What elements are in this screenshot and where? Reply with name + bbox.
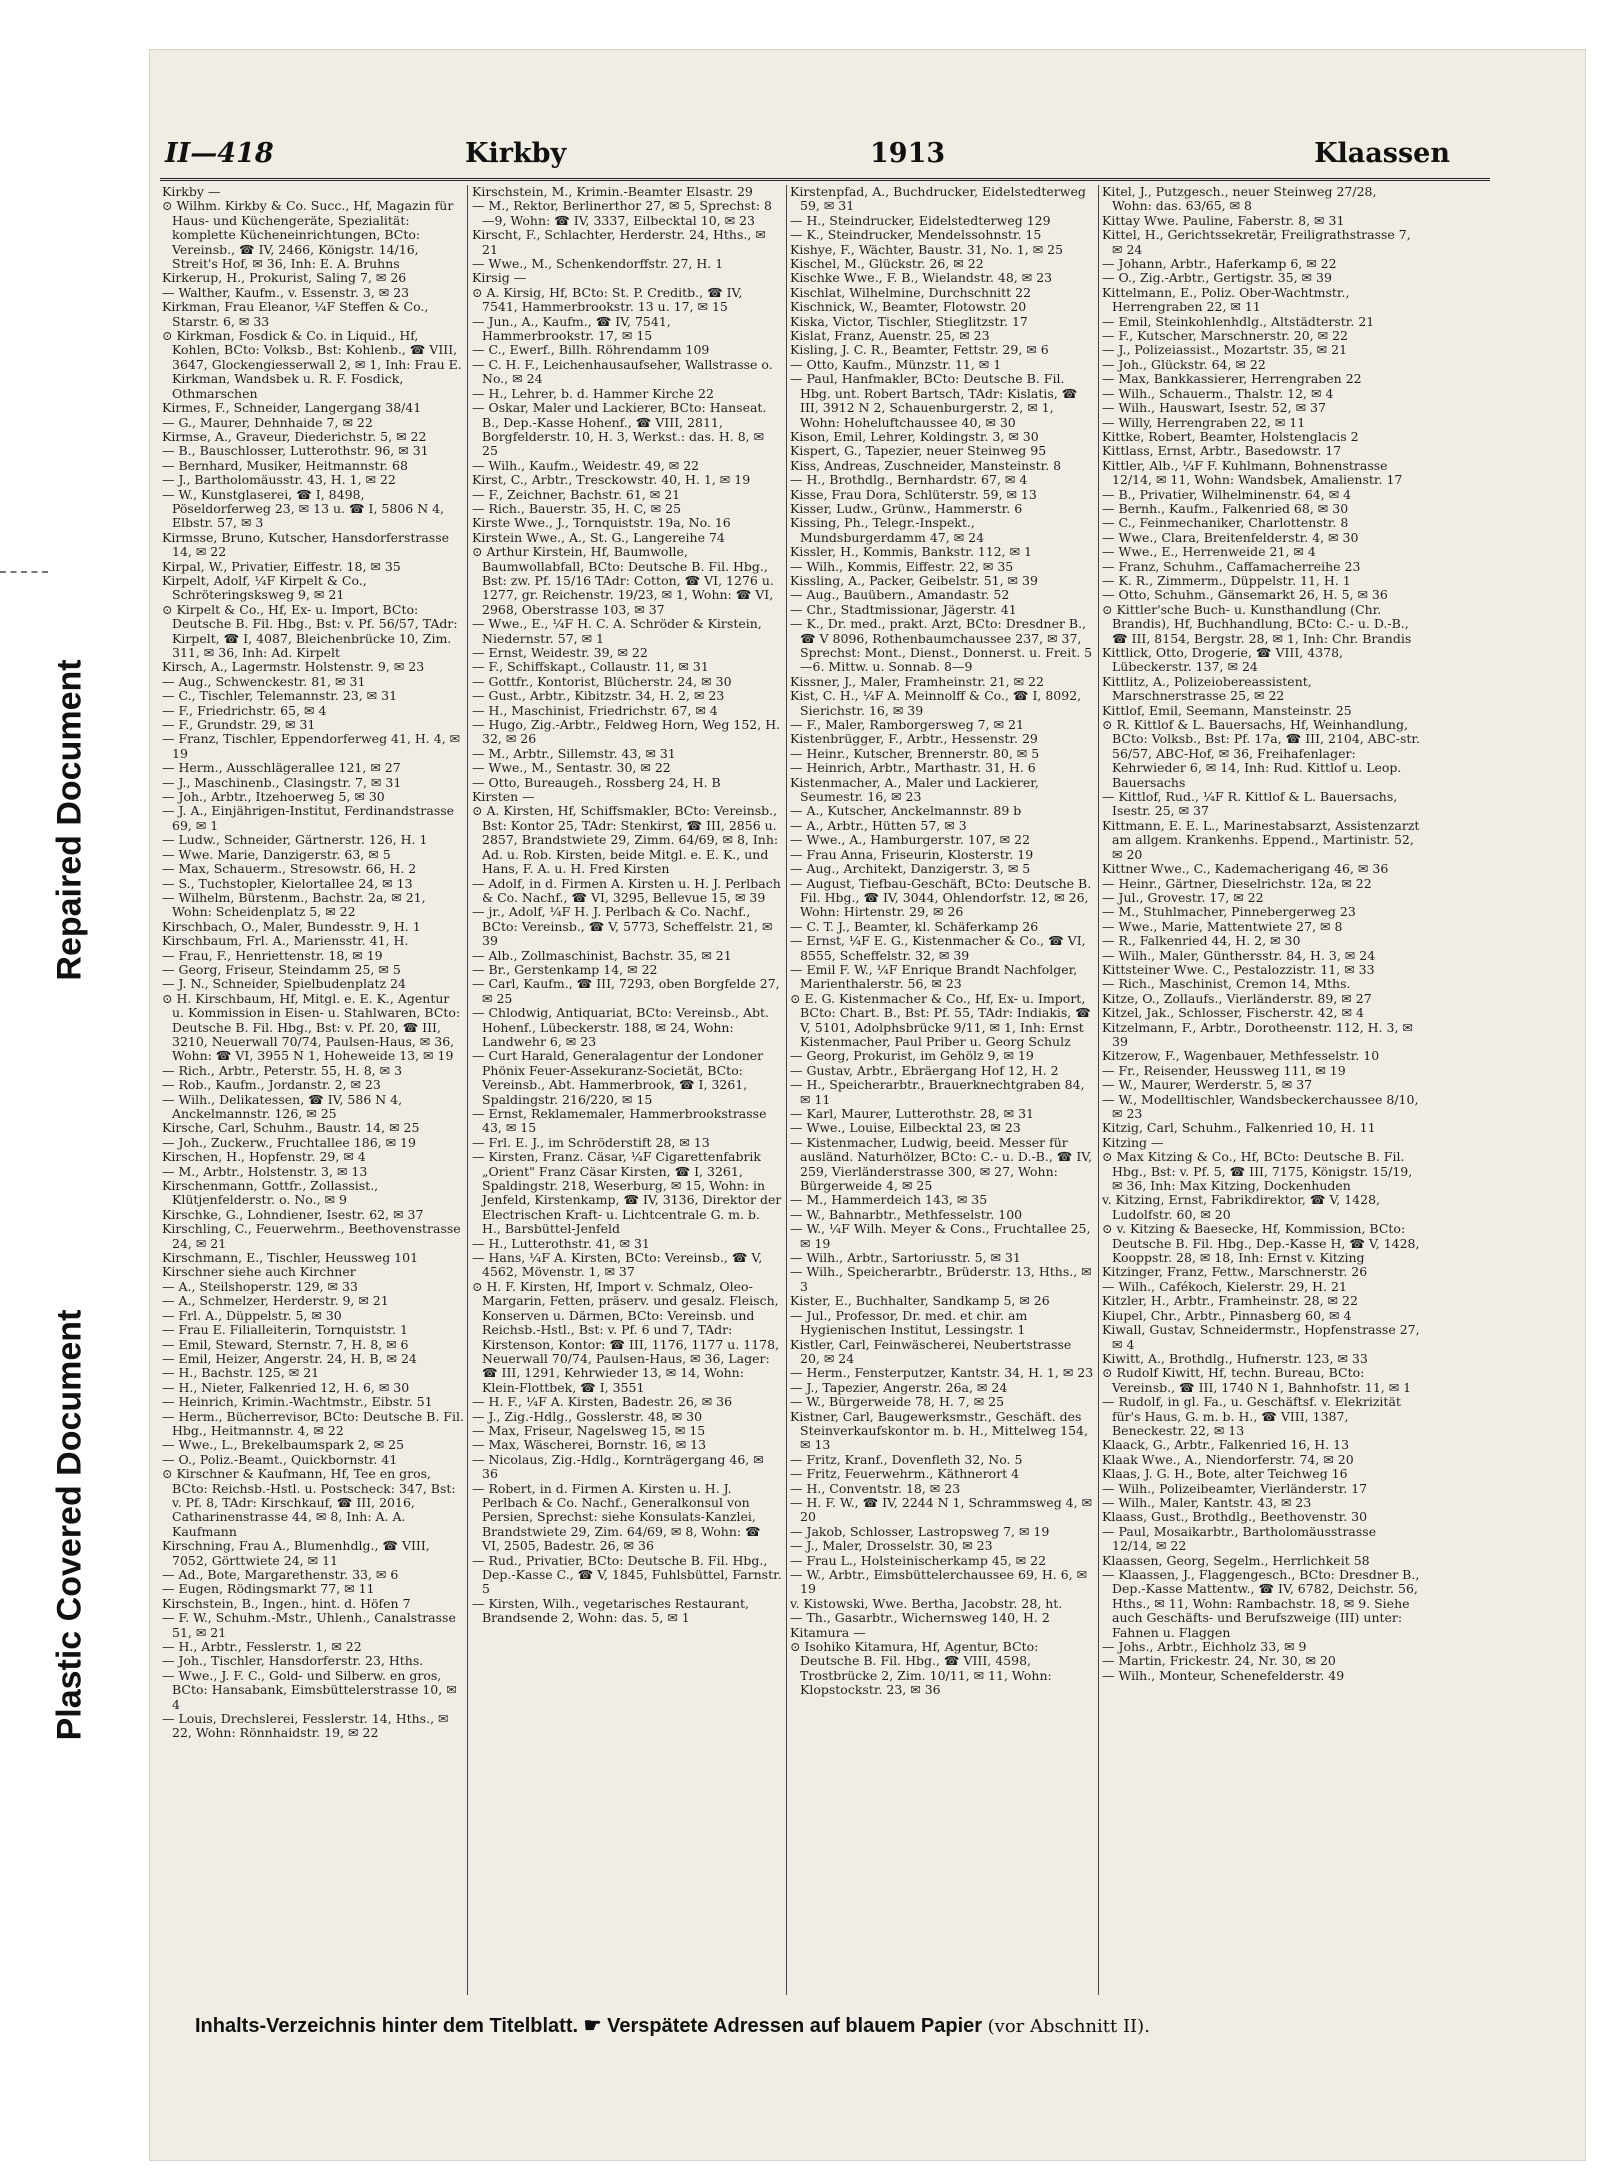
directory-entry: — Ernst, Reklamemaler, Hammerbrookstrasse 43, ✉ 15 [472,1106,767,1136]
directory-entry: — Kittlof, Rud., ¼F R. Kittlof & L. Bauersachs, Isestr. 25, ✉ 37 [1102,789,1398,819]
directory-entry: Kittsteiner Wwe. C., Pestalozzistr. 11, ✉ 33 [1102,961,1375,977]
directory-entry: ⊙ Wilhm. Kirkby & Co. Succ., Hf, Magazin für Haus- und Küchengeräte, Spezialität: komplette Kücheneinrichtungen, BCto: Vereinsb., ☎ IV, 2466, Königstr. 14/16, Streit's Hof, ✉ 36, Inh: E. A. Bruhns [162,198,454,272]
directory-entry: — H., Lehrer, b. d. Hammer Kirche 22 [472,385,714,401]
dashed-margin-line [0,571,48,573]
directory-entry: Kirste Wwe., J., Tornquiststr. 19a, No. 16 [472,515,731,531]
directory-entry: — Chr., Stadtmissionar, Jägerstr. 41 [790,601,1017,617]
directory-entry: — B., Privatier, Wilhelminenstr. 64, ✉ 4 [1102,486,1352,502]
directory-entry: Kirsten — [472,789,535,805]
directory-entry: — H., Conventstr. 18, ✉ 23 [790,1480,961,1496]
directory-entry: v. Kitzing, Ernst, Fabrikdirektor, ☎ V, 1428, Ludolfstr. 60, ✉ 20 [1102,1192,1380,1222]
directory-entry: — Wwe., L., Brekelbaumspark 2, ✉ 25 [162,1437,405,1453]
directory-entry: Kirschmann, E., Tischler, Heussweg 101 [162,1250,419,1266]
directory-entry: — Max, Bankkassierer, Herrengraben 22 [1102,371,1362,387]
directory-column-2 [472,185,782,2005]
directory-entry: — W., Modelltischler, Wandsbeckerchaussee 8/10, ✉ 23 [1102,1091,1419,1121]
directory-entry: Kischel, M., Glückstr. 26, ✉ 22 [790,256,984,272]
directory-entry: — J., Zig.-Hdlg., Gosslerstr. 48, ✉ 30 [472,1408,703,1424]
directory-entry: — W., Arbtr., Eimsbüttelerchaussee 69, H. 6, ✉ 19 [790,1567,1088,1597]
directory-entry: — Frau, F., Henriettenstr. 18, ✉ 19 [162,947,383,963]
directory-entry: — Nicolaus, Zig.-Hdlg., Kornträgergang 46, ✉ 36 [472,1451,764,1482]
directory-entry: — Paul, Hanfmakler, BCto: Deutsche B. Fil. Hbg. unt. Robert Bartsch, TAdr: Kislatis, ☎ III, 3912 N 2, Schauenburgerstr. 2, ✉ 1, Wohn: Hoheluftchaussee 40, ✉ 30 [790,371,1078,430]
directory-entry: Kirmsse, Bruno, Kutscher, Hansdorferstrasse 14, ✉ 22 [162,529,450,560]
directory-entry: Klaas, J. G. H., Bote, alter Teichweg 16 [1102,1466,1348,1482]
directory-entry: Kirkman, Frau Eleanor, ¼F Steffen & Co., Starstr. 6, ✉ 33 [162,299,429,329]
directory-entry: — F., Grundstr. 29, ✉ 31 [162,717,316,733]
directory-entry: Klaack, G., Arbtr., Falkenried 16, H. 13 [1102,1437,1350,1453]
directory-entry: — Klaassen, J., Flaggengesch., BCto: Dresdner B., Dep.-Kasse Mattentw., ☎ IV, 6782, Deichstr. 56, Hths., ✉ 11, Wohn: Rambachstr. 18, ✉ 9. Siehe auch Geschäfts- und Berufszweige (III) unter: Fahnen u. Flaggen [1102,1567,1420,1640]
directory-entry: — H., Speicherarbtr., Brauerknechtgraben 84, ✉ 11 [790,1077,1085,1107]
directory-entry: Kison, Emil, Lehrer, Koldingstr. 3, ✉ 30 [790,428,1039,444]
directory-entry: — Max, Wäscherei, Bornstr. 16, ✉ 13 [472,1437,707,1453]
directory-entry: — Max, Schauerm., Stresowstr. 66, H. 2 [162,861,417,877]
directory-column-3 [790,185,1095,2005]
directory-entry: — Herm., Ausschlägerallee 121, ✉ 27 [162,760,401,776]
directory-entry: — Wwe., M., Sentastr. 30, ✉ 22 [472,760,671,776]
directory-entry: — Bernhard, Musiker, Heitmannstr. 68 [162,457,408,473]
directory-entry: — J. A., Einjährigen-Institut, Ferdinandstrasse 69, ✉ 1 [162,803,455,833]
directory-entry: — H., Steindrucker, Eidelstedterweg 129 [790,212,1051,228]
directory-entry: — Wilh., Kaufm., Weidestr. 49, ✉ 22 [472,457,700,473]
directory-entry: — Frau L., Holsteinischerkamp 45, ✉ 22 [790,1552,1047,1568]
directory-entry: — F., Friedrichstr. 65, ✉ 4 [162,702,327,718]
directory-entry: Kirschstein, M., Krimin.-Beamter Elsastr. 29 [472,185,753,199]
directory-entry: ⊙ A. Kirsten, Hf, Schiffsmakler, BCto: Vereinsb., Bst: Kontor 25, TAdr: Stenkirst, ☎ III, 2856 u. 2857, Brandstwiete 29, Zimm. 64/69, ✉ 8, Inh: Ad. u. Rob. Kirsten, beide Mitgl. e. E. K., und Hans, F. A. u. H. Fred Kirsten [472,803,779,877]
directory-entry: ⊙ Kirkman, Fosdick & Co. in Liquid., Hf, Kohlen, BCto: Volksb., Bst: Kohlenb., ☎ VIII, 3647, Glockengiesserwall 2, ✉ 1, Inh: Frau E. Kirkman, Wandsbek u. R. F. Fosdick, Othmarschen [162,328,462,401]
directory-entry: Kiwitt, A., Brothdlg., Hufnerstr. 123, ✉ 33 [1102,1350,1368,1366]
directory-entry: — Frl. E. J., im Schröderstift 28, ✉ 13 [472,1134,710,1150]
directory-entry: — Emil, Heizer, Angerstr. 24, H. B, ✉ 24 [162,1350,417,1366]
directory-entry: Kirschbach, O., Maler, Bundesstr. 9, H. 1 [162,918,421,934]
directory-entry: — A., Steilshoperstr. 129, ✉ 33 [162,1278,358,1294]
directory-entry: — Rud., Privatier, BCto: Deutsche B. Fil. Hbg., Dep.-Kasse C., ☎ V, 1845, Fuhlsbüttel, Farnstr. 5 [472,1552,782,1597]
directory-entry: — C. T. J., Beamter, kl. Schäferkamp 26 [790,918,1039,934]
directory-entry: — Ad., Bote, Margarethenstr. 33, ✉ 6 [162,1567,399,1582]
directory-entry: — Hans, ¼F A. Kirsten, BCto: Vereinsb., ☎ V, 4562, Mövenstr. 1, ✉ 37 [472,1250,763,1280]
directory-entry: — Wilh., Hauswart, Isestr. 52, ✉ 37 [1102,400,1326,416]
directory-entry: — Chlodwig, Antiquariat, BCto: Vereinsb., Abt. Hohenf., Lübeckerstr. 188, ✉ 24, Wohn: Landwehr 6, ✉ 23 [472,1005,770,1049]
directory-entry: Kirsche, Carl, Schuhm., Baustr. 14, ✉ 25 [162,1120,420,1136]
directory-entry: — Emil F. W., ¼F Enrique Brandt Nachfolger, Marienthalerstr. 56, ✉ 23 [790,961,1078,992]
directory-entry: Klaass, Gust., Brothdlg., Beethovenstr. 30 [1102,1509,1368,1525]
directory-entry: — Th., Gasarbtr., Wichernsweg 140, H. 2 [790,1610,1050,1626]
directory-entry: — Kirsten, Franz. Cäsar, ¼F Cigarettenfabrik „Orient" Franz Cäsar Kirsten, ☎ I, 3261, Spaldingstr. 218, Weserburg, ✉ 15, Wohn: in Jenfeld, Kirstenkamp, ☎ IV, 3136, Direktor der Electrischen Kraft- u. Lichtcentrale G. m. b. H., Barsbüttel-Jenfeld [472,1149,782,1237]
directory-entry: — Emil, Steinkohlenhdlg., Altstädterstr. 21 [1102,313,1375,329]
directory-column-1 [162,185,464,2005]
directory-entry: — J., Tapezier, Angerstr. 26a, ✉ 24 [790,1379,1008,1395]
directory-entry: — K., Steindrucker, Mendelssohnstr. 15 [790,227,1042,243]
column-divider [786,185,787,1995]
directory-entry: — Walther, Kaufm., v. Essenstr. 3, ✉ 23 [162,284,410,300]
directory-entry: Kittlof, Emil, Seemann, Mansteinstr. 25 [1102,702,1352,718]
directory-entry: — H., Bachstr. 125, ✉ 21 [162,1365,320,1381]
directory-entry: Kislat, Franz, Auenstr. 25, ✉ 23 [790,328,990,344]
directory-entry: — O., Poliz.-Beamt., Quickbornstr. 41 [162,1451,398,1467]
directory-entry: Kirpal, W., Privatier, Eiffestr. 18, ✉ 35 [162,558,401,574]
directory-entry: — F. W., Schuhm.-Mstr., Uhlenh., Canalstrasse 51, ✉ 21 [162,1610,456,1640]
directory-entry: Kiska, Victor, Tischler, Stieglitzstr. 17 [790,313,1028,329]
directory-entry: — J., Bartholomäusstr. 43, H. 1, ✉ 22 [162,472,396,488]
directory-entry: — Adolf, in d. Firmen A. Kirsten u. H. J. Perlbach & Co. Nachf., ☎ VI, 3295, Bellevue 15, ✉ 39 [472,875,781,905]
directory-entry: — A., Kutscher, Anckelmannstr. 89 b [790,803,1022,819]
directory-entry: — Curt Harald, Generalagentur der Londoner Phönix Feuer-Assekuranz-Societät, BCto: Vereinsb., Abt. Hammerbrook, ☎ I, 3261, Spaldingstr. 216/220, ✉ 15 [472,1048,764,1107]
directory-entry: Kisling, J. C. R., Beamter, Fettstr. 29, ✉ 6 [790,342,1049,358]
directory-entry: — Karl, Maurer, Lutterothstr. 28, ✉ 31 [790,1106,1034,1121]
directory-entry: — C. H. F., Leichenhausaufseher, Wallstrasse o. No., ✉ 24 [472,356,773,387]
directory-entry: Kirsch, A., Lagermstr. Holstenstr. 9, ✉ 23 [162,659,425,675]
directory-entry: Kirschstein, B., Ingen., hint. d. Höfen 7 [162,1595,411,1611]
directory-entry: Kittner Wwe., C., Kademacherigang 46, ✉ 36 [1102,861,1389,877]
directory-entry: — Rob., Kaufm., Jordanstr. 2, ✉ 23 [162,1077,381,1093]
directory-entry: Kissner, J., Maler, Framheinstr. 21, ✉ 22 [790,673,1044,689]
directory-entry: — Jul., Grovestr. 17, ✉ 22 [1102,889,1264,905]
directory-entry: — Rich., Bauerstr. 35, H. C, ✉ 25 [472,500,682,516]
directory-entry: — Gottfr., Kontorist, Blücherstr. 24, ✉ 30 [472,673,732,689]
directory-entry: — C., Ewerf., Billh. Röhrendamm 109 [472,342,710,358]
directory-entry: — M., Hammerdeich 143, ✉ 35 [790,1192,988,1208]
directory-entry: — F., Zeichner, Bachstr. 61, ✉ 21 [472,486,681,502]
directory-entry: — Johs., Arbtr., Eichholz 33, ✉ 9 [1102,1639,1307,1655]
directory-entry: Kistenmacher, A., Maler und Lackierer, Seumestr. 16, ✉ 23 [790,774,1039,805]
directory-entry: Klaassen, Georg, Segelm., Herrlichkeit 58 [1102,1552,1370,1568]
directory-entry: — W., Kunstglaserei, ☎ I, 8498, Pöseldorferweg 23, ✉ 13 u. ☎ I, 5806 N 4, Elbstr. 57, ✉ 3 [162,486,445,531]
directory-entry: Kishye, F., Wächter, Baustr. 31, No. 1, ✉ 25 [790,241,1064,257]
directory-entry: ⊙ Kirpelt & Co., Hf, Ex- u. Import, BCto: Deutsche B. Fil. Hbg., Bst: v. Pf. 56/57, TAdr: Kirpelt, ☎ I, 4087, Bleichenbrücke 10, Zim. 311, ✉ 36, Inh: Ad. Kirpelt [162,601,458,660]
directory-entry: — Frau Anna, Friseurin, Klosterstr. 19 [790,846,1034,862]
directory-entry: — K. R., Zimmerm., Düppelstr. 11, H. 1 [1102,572,1351,588]
directory-entry: Kisse, Frau Dora, Schlüterstr. 59, ✉ 13 [790,486,1037,502]
directory-entry: Kirschenmann, Gottfr., Zollassist., Klütjenfelderstr. o. No., ✉ 9 [162,1178,379,1208]
directory-entry: — C., Tischler, Telemannstr. 23, ✉ 31 [162,688,398,704]
directory-entry: Kitze, O., Zollaufs., Vierländerstr. 89, ✉ 27 [1102,990,1372,1006]
directory-entry: Kirschbaum, Frl. A., Mariensstr. 41, H. [162,933,409,949]
directory-entry: Kirsig — [472,270,527,286]
directory-entry: — F., Kutscher, Marschnerstr. 20, ✉ 22 [1102,328,1348,344]
directory-entry: Kisser, Ludw., Grünw., Hammerstr. 6 [790,500,1023,516]
directory-entry: — Wilh., Kommis, Eiffestr. 22, ✉ 35 [790,558,1014,574]
directory-entry: Kirst, C., Arbtr., Tresckowstr. 40, H. 1, ✉ 19 [472,472,751,488]
directory-entry: — Otto, Kaufm., Münzstr. 11, ✉ 1 [790,356,1002,372]
directory-entry: — Gust., Arbtr., Kibitzstr. 34, H. 2, ✉ 23 [472,688,725,704]
directory-entry: Kirschen, H., Hopfenstr. 29, ✉ 4 [162,1149,366,1165]
directory-entry: — H., Brothdlg., Bernhardstr. 67, ✉ 4 [790,472,1028,488]
directory-entry: Kischnick, W., Beamter, Flotowstr. 20 [790,299,1027,315]
scan-margin [0,0,140,2177]
directory-entry: — O., Zig.-Arbtr., Gertigstr. 35, ✉ 39 [1102,270,1332,286]
directory-entry: Kirscht, F., Schlachter, Herderstr. 24, Hths., ✉ 21 [472,227,766,257]
directory-entry: — H., Maschinist, Friedrichstr. 67, ✉ 4 [472,702,718,718]
directory-entry: Kirstein Wwe., A., St. G., Langereihe 74 [472,529,725,545]
directory-entry: ⊙ v. Kitzing & Baesecke, Hf, Kommission, BCto: Deutsche B. Fil. Hbg., Dep.-Kasse H, ☎ V, 1428, Kooppstr. 28, ✉ 18, Inh: Ernst v. Kitzing [1102,1221,1420,1266]
directory-entry: — Martin, Frickestr. 24, Nr. 30, ✉ 20 [1102,1653,1336,1669]
column-divider [1098,185,1099,1995]
directory-entry: — Br., Gerstenkamp 14, ✉ 22 [472,961,658,977]
directory-entry: Kitzel, Jak., Schlosser, Fischerstr. 42, ✉ 4 [1102,1005,1364,1021]
directory-entry: — Franz, Schuhm., Caffamacherreihe 23 [1102,558,1361,574]
directory-entry: — Franz, Tischler, Eppendorferweg 41, H. 4, ✉ 19 [162,731,461,761]
directory-entry: — Willy, Herrengraben 22, ✉ 11 [1102,414,1306,430]
directory-entry: — Fritz, Kranf., Dovenfleth 32, No. 5 [790,1451,1023,1467]
directory-entry: — Otto, Schuhm., Gänsemarkt 26, H. 5, ✉ 36 [1102,587,1388,603]
directory-entry: Klaak Wwe., A., Niendorferstr. 74, ✉ 20 [1102,1451,1354,1467]
directory-entry: — Kistenmacher, Ludwig, beeid. Messer für ausländ. Naturhölzer, BCto: C.- u. D.-B., ☎ IV, 259, Vierländerstrasse 300, ✉ 27, Wohn: Bürgerweide 4, ✉ 25 [790,1134,1093,1194]
directory-entry: — Wilh., Monteur, Schenefelderstr. 49 [1102,1667,1345,1683]
directory-entry: Kitzerow, F., Wagenbauer, Methfesselstr. 10 [1102,1048,1380,1064]
directory-entry: — F., Schiffskapt., Collaustr. 11, ✉ 31 [472,659,709,675]
directory-entry: Kittlick, Otto, Drogerie, ☎ VIII, 4378, Lübeckerstr. 137, ✉ 24 [1102,645,1344,675]
directory-entry: Kitzing — [1102,1134,1164,1150]
directory-entry: Kister, E., Buchhalter, Sandkamp 5, ✉ 26 [790,1293,1050,1309]
directory-entry: — Wwe., A., Hamburgerstr. 107, ✉ 22 [790,832,1031,848]
directory-entry: — M., Rektor, Berlinerthor 27, ✉ 5, Sprechst: 8—9, Wohn: ☎ IV, 3337, Eilbecktal 10, ✉ 23 [472,198,772,228]
directory-entry: Kischke Wwe., F. B., Wielandstr. 48, ✉ 23 [790,270,1053,286]
directory-entry: — Ernst, Weidestr. 39, ✉ 22 [472,645,648,660]
directory-entry: Kirkby — [162,185,221,199]
directory-entry: Kirschner siehe auch Kirchner [162,1264,356,1280]
directory-entry: — Ludw., Schneider, Gärtnerstr. 126, H. 1 [162,832,428,848]
directory-entry: Kittlass, Ernst, Arbtr., Basedowstr. 17 [1102,443,1342,459]
directory-entry: — Fr., Reisender, Heussweg 111, ✉ 19 [1102,1062,1346,1078]
directory-entry: Kitzig, Carl, Schuhm., Falkenried 10, H. 11 [1102,1120,1376,1136]
directory-entry: — R., Falkenried 44, H. 2, ✉ 30 [1102,933,1301,949]
directory-entry: — Rich., Maschinist, Cremon 14, Mths. [1102,976,1351,992]
directory-entry: — Otto, Bureaugeh., Rossberg 24, H. B [472,774,721,790]
directory-entry: — S., Tuchstopler, Kielortallee 24, ✉ 13 [162,875,413,891]
directory-entry: Kittay Wwe. Pauline, Faberstr. 8, ✉ 31 [1102,212,1345,228]
directory-entry: Kissling, A., Packer, Geibelstr. 51, ✉ 39 [790,572,1038,588]
directory-entry: — Robert, in d. Firmen A. Kirsten u. H. J. Perlbach & Co. Nachf., Generalkonsul von Persien, Sprechst: siehe Konsulats-Kanzlei, Brandstwiete 29, Zim. 64/69, ✉ 8, Wohn: ☎ VI, 2505, Badestr. 26, ✉ 36 [472,1480,761,1554]
directory-entry: — Aug., Schwenckestr. 81, ✉ 31 [162,673,366,689]
directory-entry: — H. F., ¼F A. Kirsten, Badestr. 26, ✉ 36 [472,1394,733,1410]
directory-entry: — W., Maurer, Werderstr. 5, ✉ 37 [1102,1077,1313,1093]
directory-entry: — Johann, Arbtr., Haferkamp 6, ✉ 22 [1102,256,1337,272]
directory-entry: — Wwe., Louise, Eilbecktal 23, ✉ 23 [790,1120,1021,1136]
directory-entry: — C., Feinmechaniker, Charlottenstr. 8 [1102,515,1349,531]
directory-entry: — H. F. W., ☎ IV, 2244 N 1, Schrammsweg 4, ✉ 20 [790,1494,1093,1525]
directory-entry: — Wwe. Marie, Danzigerstr. 63, ✉ 5 [162,846,391,862]
directory-entry: ⊙ Rudolf Kiwitt, Hf, techn. Bureau, BCto: Vereinsb., ☎ III, 1740 N 1, Bahnhofstr. 11, ✉ 1 [1102,1365,1412,1395]
directory-entry: — Frau E. Filialleiterin, Tornquiststr. 1 [162,1322,408,1338]
directory-entry: — Wilh., Cafékoch, Kielerstr. 29, H. 21 [1102,1278,1347,1294]
directory-entry: Kittler, Alb., ¼F F. Kuhlmann, Bohnenstrasse 12/14, ✉ 11, Wohn: Wandsbek, Amalienstr. 17 [1102,457,1403,488]
header-rule [160,178,1490,181]
directory-entry: Kittke, Robert, Beamter, Holstenglacis 2 [1102,428,1359,444]
directory-entry: — Heinr., Gärtner, Dieselrichstr. 12a, ✉ 22 [1102,875,1372,891]
directory-entry: — H., Lutterothstr. 41, ✉ 31 [472,1235,650,1251]
directory-entry: — Aug., Architekt, Danzigerstr. 3, ✉ 5 [790,861,1031,877]
directory-entry: Kiwall, Gustav, Schneidermstr., Hopfenstrasse 27, ✉ 4 [1102,1322,1420,1352]
directory-entry: Kischlat, Wilhelmine, Durchschnitt 22 [790,284,1032,300]
directory-entry: — M., Arbtr., Holstenstr. 3, ✉ 13 [162,1163,368,1179]
directory-entry: — Wwe., E., ¼F H. C. A. Schröder & Kirstein, Niedernstr. 57, ✉ 1 [472,616,762,646]
directory-entry: — Joh., Zuckerw., Fruchtallee 186, ✉ 19 [162,1134,416,1150]
footer-note: Inhalts-Verzeichnis hinter dem Titelblatt. ☛ Verspätete Adressen auf blauem Papier [195,2015,983,2037]
footer-subnote: (vor Abschnitt II). [987,2016,1150,2037]
directory-entry: Kittel, H., Gerichtssekretär, Freiligrathstrasse 7, ✉ 24 [1102,227,1411,257]
directory-entry: — G., Maurer, Dehnhaide 7, ✉ 22 [162,414,373,430]
directory-entry: — Wwe., J. F. C., Gold- und Silberw. en gros, BCto: Hansabank, Eimsbüttelerstrasse 10, ✉ 4 [162,1667,457,1712]
directory-entry: — J., Maschinenb., Clasingstr. 7, ✉ 31 [162,774,402,790]
directory-entry: — Joh., Glückstr. 64, ✉ 22 [1102,356,1266,372]
directory-entry: — A., Arbtr., Hütten 57, ✉ 3 [790,817,967,833]
directory-entry: — Wwe., Marie, Mattentwiete 27, ✉ 8 [1102,918,1343,934]
directory-entry: — Carl, Kaufm., ☎ III, 7293, oben Borgfelde 27, ✉ 25 [472,976,780,1006]
directory-entry: — Jun., A., Kaufm., ☎ IV, 7541, Hammerbrookstr. 17, ✉ 15 [472,313,671,344]
directory-entry: — Paul, Mosaikarbtr., Bartholomäusstrasse 12/14, ✉ 22 [1102,1523,1377,1554]
page-footer [195,2013,1455,2038]
directory-entry: — Heinrich, Arbtr., Marthastr. 31, H. 6 [790,760,1036,776]
directory-entry: — Rudolf, in gl. Fa., u. Geschäftsf. v. Elekrizität für's Haus, G. m. b. H., ☎ VIII, 1387, Beneckestr. 22, ✉ 13 [1102,1394,1401,1438]
directory-entry: ⊙ Kirschner & Kaufmann, Hf, Tee en gros, BCto: Reichsb.-Hstl. u. Postscheck: 347, Bst: v. Pf. 8, TAdr: Kirschkauf, ☎ III, 2016, Catharinenstrasse 44, ✉ 8, Inh: A. A. Kaufmann [162,1466,456,1539]
directory-entry: — Hugo, Zig.-Arbtr., Feldweg Horn, Weg 152, H. 32, ✉ 26 [472,717,781,747]
directory-entry: — Joh., Tischler, Hansdorferstr. 23, Hths. [162,1653,424,1669]
header-year: 1913 [870,138,946,169]
directory-entry: ⊙ E. G. Kistenmacher & Co., Hf, Ex- u. Import, BCto: Chart. B., Bst: Pf. 55, TAdr: Indiakis, ☎ V, 5101, Adolphsbrücke 9/11, ✉ 1, Inh: Ernst Kistenmacher, Paul Priber u. Georg Schulz [790,990,1091,1049]
directory-entry: — Bernh., Kaufm., Falkenried 68, ✉ 30 [1102,500,1349,516]
directory-entry: — F., Maler, Ramborgersweg 7, ✉ 21 [790,717,1024,733]
directory-entry: — jr., Adolf, ¼F H. J. Perlbach & Co. Nachf., BCto: Vereinsb., ☎ V, 5773, Scheffelstr. 21, ✉ 39 [472,904,773,949]
directory-entry: Kirschning, Frau A., Blumenhdlg., ☎ VIII, 7052, Görttwiete 24, ✉ 11 [162,1538,430,1568]
directory-entry: — Wilhelm, Bürstenm., Bachstr. 2a, ✉ 21, Wohn: Scheidenplatz 5, ✉ 22 [162,889,426,920]
directory-entry: — Wwe., Clara, Breitenfelderstr. 4, ✉ 30 [1102,529,1359,545]
directory-entry: — Alb., Zollmaschinist, Bachstr. 35, ✉ 21 [472,947,732,963]
directory-entry: Kirmes, F., Schneider, Langergang 38/41 [162,400,422,416]
directory-entry: — Heinrich, Krimin.-Wachtmstr., Eibstr. 51 [162,1394,433,1410]
directory-entry: ⊙ Kittler'sche Buch- u. Kunsthandlung (Chr. Brandis), Hf, Buchhandlung, BCto: C.- u. D.-B., ☎ III, 8154, Bergstr. 28, ✉ 1, Inh: Chr. Brandis [1102,601,1412,646]
directory-entry: — W., ¼F Wilh. Meyer & Cons., Fruchtallee 25, ✉ 19 [790,1221,1091,1251]
directory-entry: Kirschling, C., Feuerwehrm., Beethovenstrasse 24, ✉ 21 [162,1221,461,1251]
directory-entry: — Wilh., Polizeibeamter, Vierländerstr. 17 [1102,1480,1368,1496]
page-number: II—418 [165,138,274,169]
directory-entry: — Wilh., Delikatessen, ☎ IV, 586 N 4, Anckelmannstr. 126, ✉ 25 [162,1091,403,1121]
directory-entry: Kittelmann, E., Poliz. Ober-Wachtmstr., Herrengraben 22, ✉ 11 [1102,284,1350,315]
directory-entry: Kistenbrügger, F., Arbtr., Hessenstr. 29 [790,731,1038,747]
directory-entry: — J., Maler, Drosselstr. 30, ✉ 23 [790,1538,993,1554]
directory-entry: — Frl. A., Düppelstr. 5, ✉ 30 [162,1307,342,1323]
directory-entry: — Oskar, Maler und Lackierer, BCto: Hanseat. B., Dep.-Kasse Hohenf., ☎ VIII, 2811, Borgfelderstr. 10, H. 3, Werkst.: das. H. 8, ✉ 25 [472,400,767,459]
directory-entry: Kitzelmann, F., Arbtr., Dorotheenstr. 112, H. 3, ✉ 39 [1102,1019,1413,1049]
directory-entry: — H., Arbtr., Fesslerstr. 1, ✉ 22 [162,1639,362,1655]
directory-entry: Kirpelt, Adolf, ¼F Kirpelt & Co., Schröteringsksweg 9, ✉ 21 [162,572,367,603]
directory-entry: Kittmann, E. E. L., Marinestabsarzt, Assistenzarzt am allgem. Krankenhs. Eppend., Martinistr. 52, ✉ 20 [1102,817,1420,862]
directory-entry: ⊙ H. Kirschbaum, Hf, Mitgl. e. E. K., Agentur u. Kommission in Eisen- u. Stahlwaren, BCto: Deutsche B. Fil. Hbg., Bst: v. Pf. 20, ☎ III, 3210, Neuerwall 70/74, Paulsen-Haus, ✉ 36, Wohn: ☎ VI, 3955 N 1, Hoheweide 13, ✉ 19 [162,990,461,1064]
directory-entry: Kittlitz, A., Polizeiobereassistent, Marschnerstrasse 25, ✉ 22 [1102,673,1312,704]
directory-entry: — August, Tiefbau-Geschäft, BCto: Deutsche B. Fil. Hbg., ☎ IV, 3044, Ohlendorfstr. 12, ✉ 26, Wohn: Hirtenstr. 29, ✉ 26 [790,875,1092,920]
directory-entry: — Joh., Arbtr., Itzehoerweg 5, ✉ 30 [162,789,385,805]
directory-entry: Kispert, G., Tapezier, neuer Steinweg 95 [790,443,1047,459]
directory-entry: — H., Nieter, Falkenried 12, H. 6, ✉ 30 [162,1379,410,1395]
directory-entry: — Wwe., M., Schenkendorffstr. 27, H. 1 [472,256,724,272]
directory-entry: — Wwe., E., Herrenweide 21, ✉ 4 [1102,544,1316,560]
directory-entry: v. Kistowski, Wwe. Bertha, Jacobstr. 28, ht. [790,1595,1063,1611]
directory-entry: ⊙ H. F. Kirsten, Hf, Import v. Schmalz, Oleo-Margarin, Fetten, präserv. und gesalz. Fleisch, Konserven u. Därmen, BCto: Vereinsb. und Reichsb.-Hstl., Bst: v. Pf. 6 und 7, TAdr: Kirstenson, Kontor: ☎ III, 1176, 1177 u. 1178, Neuerwall 70/74, Paulsen-Haus, ✉ 36, Lager: ☎ III, 1291, Kehrwieder 13, ✉ 14, Wohn: Klein-Flottbek, ☎ I, 3551 [472,1278,780,1395]
directory-entry: — A., Schmelzer, Herderstr. 9, ✉ 21 [162,1293,389,1309]
directory-entry: — Louis, Drechslerei, Fesslerstr. 14, Hths., ✉ 22, Wohn: Rönnhaidstr. 19, ✉ 22 [162,1711,449,1741]
directory-entry: — M., Stuhlmacher, Pinnebergerweg 23 [1102,904,1356,920]
directory-entry: — Georg, Prokurist, im Gehölz 9, ✉ 19 [790,1048,1034,1064]
directory-entry: — Ernst, ¼F E. G., Kistenmacher & Co., ☎ VI, 8555, Scheffelstr. 32, ✉ 39 [790,933,1086,963]
directory-entry: Kitzler, H., Arbtr., Framheinstr. 28, ✉ 22 [1102,1293,1358,1309]
directory-entry: Kist, C. H., ¼F A. Meinnolff & Co., ☎ I, 8092, Sierichstr. 16, ✉ 39 [790,688,1082,718]
directory-entry: Kissler, H., Kommis, Bankstr. 112, ✉ 1 [790,544,1032,560]
directory-entry: — Aug., Bauübern., Amandastr. 52 [790,587,1010,603]
directory-entry: Kirstenpfad, A., Buchdrucker, Eidelstedterweg 59, ✉ 31 [790,185,1086,214]
directory-column-4 [1102,185,1420,2005]
directory-entry: — Emil, Steward, Sternstr. 7, H. 8, ✉ 6 [162,1336,409,1352]
directory-entry: Kitzinger, Franz, Fettw., Marschnerstr. 26 [1102,1264,1368,1280]
directory-entry: ⊙ Max Kitzing & Co., Hf, BCto: Deutsche B. Fil. Hbg., Bst: v. Pf. 5, ☎ III, 7175, Königstr. 15/19, ✉ 36, Inh: Max Kitzing, Dockenhuden [1102,1149,1413,1194]
directory-entry: — B., Bauschlosser, Lutterothstr. 96, ✉ 31 [162,443,429,459]
directory-entry: — Fritz, Feuerwehrm., Käthnerort 4 [790,1466,1020,1482]
directory-entry: — Max, Friseur, Nagelsweg 15, ✉ 15 [472,1422,706,1438]
directory-entry: — J. N., Schneider, Spielbudenplatz 24 [162,976,406,992]
directory-entry: — Jakob, Schlosser, Lastropsweg 7, ✉ 19 [790,1523,1050,1539]
directory-entry: — Heinr., Kutscher, Brennerstr. 80, ✉ 5 [790,745,1040,761]
directory-entry: Kiupel, Chr., Arbtr., Pinnasberg 60, ✉ 4 [1102,1307,1352,1323]
directory-entry: — Georg, Friseur, Steindamm 25, ✉ 5 [162,961,401,977]
plastic-covered-label: Plastic Covered Document [50,1309,89,1741]
directory-entry: — Wilh., Maler, Kantstr. 43, ✉ 23 [1102,1494,1312,1510]
directory-entry: — Wilh., Maler, Günthersstr. 84, H. 3, ✉ 24 [1102,947,1376,963]
directory-entry: Kirkerup, H., Prokurist, Saling 7, ✉ 26 [162,270,407,286]
directory-entry: — J., Polizeiassist., Mozartstr. 35, ✉ 21 [1102,342,1348,358]
directory-entry: Kitamura — [790,1624,866,1640]
directory-entry: ⊙ A. Kirsig, Hf, BCto: St. P. Creditb., ☎ IV, 7541, Hammerbrookstr. 13 u. 17, ✉ 15 [472,284,743,315]
directory-entry: Kitel, J., Putzgesch., neuer Steinweg 27/28, Wohn: das. 63/65, ✉ 8 [1102,185,1377,214]
directory-entry: — Wilh., Schauerm., Thalstr. 12, ✉ 4 [1102,385,1334,401]
header-first-entry: Kirkby [465,138,567,169]
header-last-entry: Klaassen [1314,138,1450,169]
directory-entry: — M., Arbtr., Sillemstr. 43, ✉ 31 [472,745,676,761]
directory-entry: Kirschke, G., Lohndiener, Isestr. 62, ✉ 37 [162,1206,424,1222]
directory-entry: — K., Dr. med., prakt. Arzt, BCto: Dresdner B., ☎ V 8096, Rothenbaumchaussee 237, ✉ 37, Sprechst: Mont., Dienst., Donnerst. u. Freit. 5—6. Mittw. u. Sonnab. 8—9 [790,616,1093,675]
directory-entry: Kissing, Ph., Telegr.-Inspekt., Mundsburgerdamm 47, ✉ 24 [790,515,985,545]
directory-entry: Kistner, Carl, Baugewerksmstr., Geschäft. des Steinverkaufskontor m. b. H., Mittelweg 154, ✉ 13 [790,1408,1088,1453]
directory-entry: — Eugen, Rödingsmarkt 77, ✉ 11 [162,1581,375,1597]
directory-entry: — Kirsten, Wilh., vegetarisches Restaurant, Brandsende 2, Wohn: das. 5, ✉ 1 [472,1595,749,1626]
directory-entry: Kiss, Andreas, Zuschneider, Mansteinstr. 8 [790,457,1062,473]
directory-entry: — Wilh., Arbtr., Sartoriusstr. 5, ✉ 31 [790,1250,1021,1266]
directory-entry: — Wilh., Speicherarbtr., Brüderstr. 13, Hths., ✉ 3 [790,1264,1092,1294]
directory-entry: — Gustav, Arbtr., Ebräergang Hof 12, H. 2 [790,1062,1059,1078]
directory-entry: Kirmse, A., Graveur, Diederichstr. 5, ✉ 22 [162,428,427,444]
directory-entry: — Jul., Professor, Dr. med. et chir. am Hygienischen Institut, Lessingstr. 1 [790,1307,1028,1338]
repaired-document-label: Repaired Document [50,659,89,981]
directory-entry: Kistler, Carl, Feinwäscherei, Neubertstrasse 20, ✉ 24 [790,1336,1072,1366]
page-header [165,138,1450,176]
directory-entry: ⊙ Arthur Kirstein, Hf, Baumwolle, Baumwollabfall, BCto: Deutsche B. Fil. Hbg., Bst: zw. Pf. 15/16 TAdr: Cotton, ☎ VI, 1276 u. 1277, gr. Reichenstr. 19/23, ✉ 1, Wohn: ☎ VI, 2968, Oberstrasse 103, ✉ 37 [472,544,774,617]
directory-entry: — W., Bürgerweide 78, H. 7, ✉ 25 [790,1394,1005,1410]
directory-entry: — Herm., Bücherrevisor, BCto: Deutsche B. Fil. Hbg., Heitmannstr. 4, ✉ 22 [162,1408,464,1438]
directory-entry: — Herm., Fensterputzer, Kantstr. 34, H. 1, ✉ 23 [790,1365,1094,1381]
directory-entry: ⊙ Isohiko Kitamura, Hf, Agentur, BCto: Deutsche B. Fil. Hbg., ☎ VIII, 4598, Trostbrücke 2, Zim. 10/11, ✉ 11, Wohn: Klopstockstr. 23, ✉ 36 [790,1639,1052,1698]
directory-entry: — Rich., Arbtr., Peterstr. 55, H. 8, ✉ 3 [162,1062,403,1078]
column-divider [467,185,468,1995]
directory-entry: — W., Bahnarbtr., Methfesselstr. 100 [790,1206,1023,1222]
directory-entry: ⊙ R. Kittlof & L. Bauersachs, Hf, Weinhandlung, BCto: Volksb., Bst: Pf. 17a, ☎ III, 2104, ABC-str. 56/57, ABC-Hof, ✉ 36, Freihafenlager: Kehrwieder 6, ✉ 14, Inh: Rud. Kittlof u. Leop. Bauersachs [1102,717,1420,790]
